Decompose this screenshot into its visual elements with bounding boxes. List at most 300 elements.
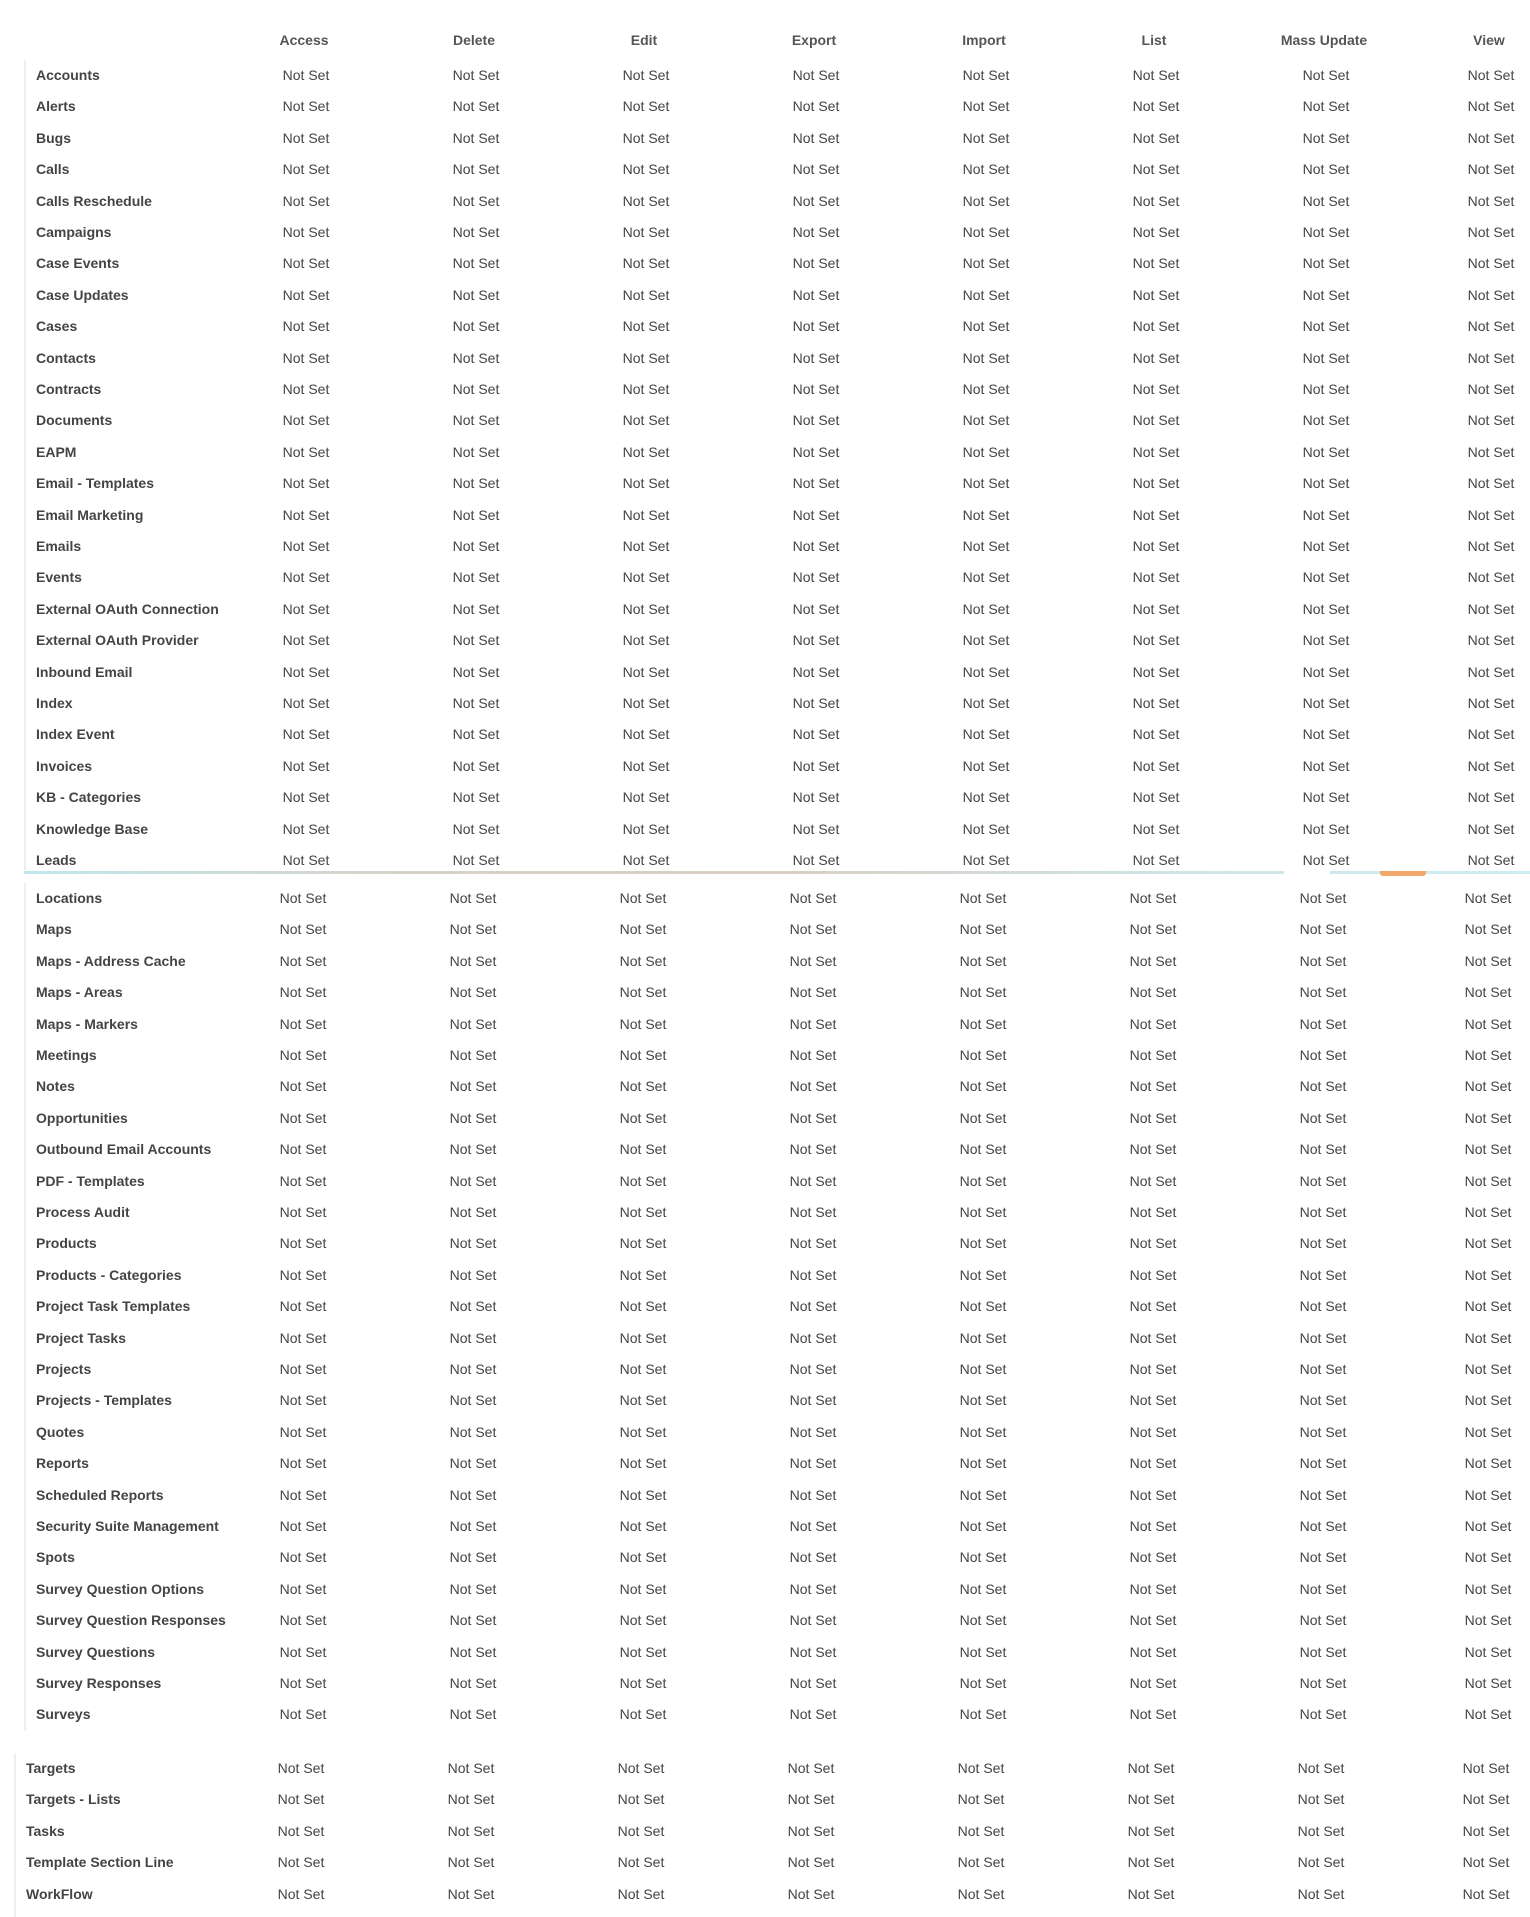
permission-cell-view[interactable]: Not Set bbox=[1464, 1235, 1512, 1252]
permission-cell-access[interactable]: Not Set bbox=[282, 349, 330, 366]
permission-cell-delete[interactable]: Not Set bbox=[452, 161, 500, 178]
permission-cell-mass-update[interactable]: Not Set bbox=[1302, 475, 1350, 492]
permission-cell-export[interactable]: Not Set bbox=[792, 224, 840, 240]
permission-cell-delete[interactable]: Not Set bbox=[449, 1329, 497, 1346]
permission-cell-list[interactable]: Not Set bbox=[1132, 286, 1180, 303]
permission-cell-export[interactable]: Not Set bbox=[792, 129, 840, 146]
permission-cell-mass-update[interactable]: Not Set bbox=[1299, 1423, 1347, 1440]
permission-cell-edit[interactable]: Not Set bbox=[619, 1329, 667, 1346]
permission-cell-mass-update[interactable]: Not Set bbox=[1299, 1204, 1347, 1220]
permission-cell-export[interactable]: Not Set bbox=[789, 1675, 837, 1691]
permission-cell-mass-update[interactable]: Not Set bbox=[1299, 1298, 1347, 1315]
permission-cell-mass-update[interactable]: Not Set bbox=[1302, 538, 1350, 554]
permission-cell-delete[interactable]: Not Set bbox=[452, 789, 500, 806]
permission-cell-export[interactable]: Not Set bbox=[789, 984, 837, 1001]
permission-cell-export[interactable]: Not Set bbox=[787, 1791, 835, 1808]
permission-cell-edit[interactable]: Not Set bbox=[619, 1109, 667, 1126]
permission-cell-delete[interactable]: Not Set bbox=[452, 318, 500, 335]
permission-cell-import[interactable]: Not Set bbox=[962, 381, 1010, 397]
permission-cell-edit[interactable]: Not Set bbox=[619, 1455, 667, 1472]
permission-cell-list[interactable]: Not Set bbox=[1129, 1266, 1177, 1283]
permission-cell-access[interactable]: Not Set bbox=[282, 224, 330, 240]
permission-cell-delete[interactable]: Not Set bbox=[452, 695, 500, 711]
permission-cell-export[interactable]: Not Set bbox=[792, 412, 840, 429]
permission-cell-import[interactable]: Not Set bbox=[959, 1455, 1007, 1472]
permission-cell-access[interactable]: Not Set bbox=[279, 1675, 327, 1691]
permission-cell-edit[interactable]: Not Set bbox=[619, 1015, 667, 1032]
permission-cell-import[interactable]: Not Set bbox=[959, 890, 1007, 906]
permission-cell-list[interactable]: Not Set bbox=[1129, 1141, 1177, 1158]
permission-cell-view[interactable]: Not Set bbox=[1464, 1675, 1512, 1691]
permission-cell-import[interactable]: Not Set bbox=[957, 1854, 1005, 1871]
permission-cell-import[interactable]: Not Set bbox=[957, 1822, 1005, 1839]
permission-cell-export[interactable]: Not Set bbox=[789, 1266, 837, 1283]
permission-cell-delete[interactable]: Not Set bbox=[449, 1015, 497, 1032]
permission-cell-export[interactable]: Not Set bbox=[789, 1298, 837, 1315]
permission-cell-import[interactable]: Not Set bbox=[962, 192, 1010, 209]
permission-cell-export[interactable]: Not Set bbox=[789, 1580, 837, 1597]
permission-cell-import[interactable]: Not Set bbox=[962, 161, 1010, 178]
permission-cell-list[interactable]: Not Set bbox=[1129, 890, 1177, 906]
permission-cell-edit[interactable]: Not Set bbox=[619, 1706, 667, 1723]
permission-cell-list[interactable]: Not Set bbox=[1132, 98, 1180, 115]
permission-cell-list[interactable]: Not Set bbox=[1132, 192, 1180, 209]
permission-cell-delete[interactable]: Not Set bbox=[449, 1266, 497, 1283]
permission-cell-access[interactable]: Not Set bbox=[279, 1047, 327, 1063]
permission-cell-mass-update[interactable]: Not Set bbox=[1297, 1854, 1345, 1871]
permission-cell-access[interactable]: Not Set bbox=[277, 1760, 325, 1776]
permission-cell-mass-update[interactable]: Not Set bbox=[1302, 192, 1350, 209]
permission-cell-import[interactable]: Not Set bbox=[959, 1392, 1007, 1409]
permission-cell-access[interactable]: Not Set bbox=[282, 161, 330, 178]
permission-cell-delete[interactable]: Not Set bbox=[449, 1078, 497, 1095]
permission-cell-view[interactable]: Not Set bbox=[1467, 600, 1515, 617]
permission-cell-export[interactable]: Not Set bbox=[789, 1643, 837, 1660]
permission-cell-mass-update[interactable]: Not Set bbox=[1299, 1361, 1347, 1377]
permission-cell-list[interactable]: Not Set bbox=[1132, 255, 1180, 272]
permission-cell-import[interactable]: Not Set bbox=[962, 506, 1010, 523]
permission-cell-mass-update[interactable]: Not Set bbox=[1299, 1392, 1347, 1409]
permission-cell-mass-update[interactable]: Not Set bbox=[1299, 1675, 1347, 1691]
permission-cell-delete[interactable]: Not Set bbox=[449, 1486, 497, 1503]
permission-cell-access[interactable]: Not Set bbox=[282, 443, 330, 460]
permission-cell-view[interactable]: Not Set bbox=[1467, 443, 1515, 460]
permission-cell-export[interactable]: Not Set bbox=[792, 757, 840, 774]
permission-cell-view[interactable]: Not Set bbox=[1467, 67, 1515, 83]
permission-cell-list[interactable]: Not Set bbox=[1132, 538, 1180, 554]
permission-cell-import[interactable]: Not Set bbox=[959, 1266, 1007, 1283]
permission-cell-view[interactable]: Not Set bbox=[1464, 1361, 1512, 1377]
permission-cell-export[interactable]: Not Set bbox=[789, 1047, 837, 1063]
permission-cell-mass-update[interactable]: Not Set bbox=[1297, 1885, 1345, 1902]
permission-cell-view[interactable]: Not Set bbox=[1464, 1392, 1512, 1409]
permission-cell-export[interactable]: Not Set bbox=[792, 820, 840, 837]
permission-cell-access[interactable]: Not Set bbox=[277, 1822, 325, 1839]
permission-cell-import[interactable]: Not Set bbox=[959, 1486, 1007, 1503]
permission-cell-export[interactable]: Not Set bbox=[787, 1822, 835, 1839]
permission-cell-export[interactable]: Not Set bbox=[789, 1361, 837, 1377]
permission-cell-edit[interactable]: Not Set bbox=[619, 1047, 667, 1063]
permission-cell-mass-update[interactable]: Not Set bbox=[1299, 1706, 1347, 1723]
permission-cell-export[interactable]: Not Set bbox=[792, 852, 840, 868]
permission-cell-access[interactable]: Not Set bbox=[279, 1015, 327, 1032]
permission-cell-edit[interactable]: Not Set bbox=[622, 820, 670, 837]
permission-cell-mass-update[interactable]: Not Set bbox=[1302, 852, 1350, 868]
permission-cell-import[interactable]: Not Set bbox=[962, 663, 1010, 680]
permission-cell-mass-update[interactable]: Not Set bbox=[1302, 255, 1350, 272]
permission-cell-export[interactable]: Not Set bbox=[789, 1109, 837, 1126]
permission-cell-delete[interactable]: Not Set bbox=[449, 1643, 497, 1660]
permission-cell-mass-update[interactable]: Not Set bbox=[1299, 921, 1347, 938]
permission-cell-view[interactable]: Not Set bbox=[1467, 538, 1515, 554]
permission-cell-mass-update[interactable]: Not Set bbox=[1302, 632, 1350, 649]
permission-cell-edit[interactable]: Not Set bbox=[622, 349, 670, 366]
permission-cell-view[interactable]: Not Set bbox=[1467, 98, 1515, 115]
permission-cell-view[interactable]: Not Set bbox=[1464, 1706, 1512, 1723]
permission-cell-list[interactable]: Not Set bbox=[1132, 789, 1180, 806]
permission-cell-view[interactable]: Not Set bbox=[1467, 129, 1515, 146]
permission-cell-delete[interactable]: Not Set bbox=[447, 1791, 495, 1808]
permission-cell-delete[interactable]: Not Set bbox=[449, 890, 497, 906]
permission-cell-import[interactable]: Not Set bbox=[959, 1580, 1007, 1597]
permission-cell-access[interactable]: Not Set bbox=[279, 1329, 327, 1346]
permission-cell-mass-update[interactable]: Not Set bbox=[1299, 1612, 1347, 1629]
permission-cell-import[interactable]: Not Set bbox=[957, 1760, 1005, 1776]
permission-cell-export[interactable]: Not Set bbox=[792, 381, 840, 397]
permission-cell-view[interactable]: Not Set bbox=[1467, 663, 1515, 680]
permission-cell-mass-update[interactable]: Not Set bbox=[1299, 1486, 1347, 1503]
permission-cell-view[interactable]: Not Set bbox=[1464, 921, 1512, 938]
permission-cell-list[interactable]: Not Set bbox=[1129, 1486, 1177, 1503]
permission-cell-mass-update[interactable]: Not Set bbox=[1302, 161, 1350, 178]
permission-cell-view[interactable]: Not Set bbox=[1467, 726, 1515, 743]
permission-cell-import[interactable]: Not Set bbox=[959, 1361, 1007, 1377]
permission-cell-edit[interactable]: Not Set bbox=[617, 1791, 665, 1808]
permission-cell-edit[interactable]: Not Set bbox=[622, 757, 670, 774]
permission-cell-mass-update[interactable]: Not Set bbox=[1299, 1078, 1347, 1095]
permission-cell-export[interactable]: Not Set bbox=[789, 1015, 837, 1032]
permission-cell-edit[interactable]: Not Set bbox=[622, 318, 670, 335]
permission-cell-list[interactable]: Not Set bbox=[1129, 921, 1177, 938]
permission-cell-delete[interactable]: Not Set bbox=[452, 192, 500, 209]
permission-cell-mass-update[interactable]: Not Set bbox=[1302, 726, 1350, 743]
permission-cell-access[interactable]: Not Set bbox=[279, 1486, 327, 1503]
permission-cell-import[interactable]: Not Set bbox=[959, 1518, 1007, 1534]
permission-cell-edit[interactable]: Not Set bbox=[622, 286, 670, 303]
permission-cell-import[interactable]: Not Set bbox=[962, 255, 1010, 272]
permission-cell-access[interactable]: Not Set bbox=[277, 1854, 325, 1871]
permission-cell-import[interactable]: Not Set bbox=[959, 1015, 1007, 1032]
permission-cell-edit[interactable]: Not Set bbox=[622, 129, 670, 146]
permission-cell-delete[interactable]: Not Set bbox=[452, 412, 500, 429]
permission-cell-access[interactable]: Not Set bbox=[279, 1109, 327, 1126]
permission-cell-delete[interactable]: Not Set bbox=[452, 600, 500, 617]
permission-cell-access[interactable]: Not Set bbox=[279, 1298, 327, 1315]
permission-cell-import[interactable]: Not Set bbox=[962, 67, 1010, 83]
permission-cell-list[interactable]: Not Set bbox=[1129, 1455, 1177, 1472]
permission-cell-view[interactable]: Not Set bbox=[1464, 1172, 1512, 1189]
permission-cell-delete[interactable]: Not Set bbox=[449, 1518, 497, 1534]
permission-cell-list[interactable]: Not Set bbox=[1132, 129, 1180, 146]
permission-cell-delete[interactable]: Not Set bbox=[449, 1235, 497, 1252]
permission-cell-list[interactable]: Not Set bbox=[1132, 663, 1180, 680]
permission-cell-view[interactable]: Not Set bbox=[1464, 1298, 1512, 1315]
permission-cell-import[interactable]: Not Set bbox=[962, 224, 1010, 240]
permission-cell-view[interactable]: Not Set bbox=[1462, 1822, 1510, 1839]
permission-cell-delete[interactable]: Not Set bbox=[449, 1392, 497, 1409]
permission-cell-edit[interactable]: Not Set bbox=[619, 1078, 667, 1095]
permission-cell-import[interactable]: Not Set bbox=[962, 695, 1010, 711]
permission-cell-access[interactable]: Not Set bbox=[279, 984, 327, 1001]
permission-cell-list[interactable]: Not Set bbox=[1129, 1518, 1177, 1534]
permission-cell-list[interactable]: Not Set bbox=[1129, 1298, 1177, 1315]
permission-cell-mass-update[interactable]: Not Set bbox=[1299, 1329, 1347, 1346]
permission-cell-edit[interactable]: Not Set bbox=[619, 1518, 667, 1534]
permission-cell-import[interactable]: Not Set bbox=[962, 475, 1010, 492]
permission-cell-delete[interactable]: Not Set bbox=[449, 1675, 497, 1691]
permission-cell-import[interactable]: Not Set bbox=[959, 1109, 1007, 1126]
permission-cell-import[interactable]: Not Set bbox=[962, 412, 1010, 429]
permission-cell-delete[interactable]: Not Set bbox=[452, 381, 500, 397]
permission-cell-edit[interactable]: Not Set bbox=[619, 1423, 667, 1440]
permission-cell-export[interactable]: Not Set bbox=[792, 569, 840, 586]
permission-cell-edit[interactable]: Not Set bbox=[619, 1141, 667, 1158]
permission-cell-list[interactable]: Not Set bbox=[1132, 161, 1180, 178]
permission-cell-edit[interactable]: Not Set bbox=[619, 1580, 667, 1597]
permission-cell-delete[interactable]: Not Set bbox=[452, 506, 500, 523]
permission-cell-list[interactable]: Not Set bbox=[1132, 349, 1180, 366]
permission-cell-view[interactable]: Not Set bbox=[1467, 349, 1515, 366]
permission-cell-delete[interactable]: Not Set bbox=[449, 1109, 497, 1126]
permission-cell-view[interactable]: Not Set bbox=[1462, 1885, 1510, 1902]
permission-cell-edit[interactable]: Not Set bbox=[619, 984, 667, 1001]
permission-cell-view[interactable]: Not Set bbox=[1467, 286, 1515, 303]
permission-cell-access[interactable]: Not Set bbox=[279, 1204, 327, 1220]
permission-cell-delete[interactable]: Not Set bbox=[449, 1172, 497, 1189]
permission-cell-delete[interactable]: Not Set bbox=[452, 286, 500, 303]
permission-cell-list[interactable]: Not Set bbox=[1129, 1047, 1177, 1063]
permission-cell-edit[interactable]: Not Set bbox=[622, 98, 670, 115]
permission-cell-import[interactable]: Not Set bbox=[962, 632, 1010, 649]
permission-cell-export[interactable]: Not Set bbox=[792, 538, 840, 554]
permission-cell-delete[interactable]: Not Set bbox=[449, 1706, 497, 1723]
permission-cell-view[interactable]: Not Set bbox=[1467, 789, 1515, 806]
permission-cell-delete[interactable]: Not Set bbox=[449, 1361, 497, 1377]
permission-cell-view[interactable]: Not Set bbox=[1467, 161, 1515, 178]
permission-cell-mass-update[interactable]: Not Set bbox=[1299, 984, 1347, 1001]
permission-cell-access[interactable]: Not Set bbox=[282, 129, 330, 146]
permission-cell-edit[interactable]: Not Set bbox=[622, 192, 670, 209]
permission-cell-delete[interactable]: Not Set bbox=[452, 349, 500, 366]
permission-cell-access[interactable]: Not Set bbox=[279, 1361, 327, 1377]
permission-cell-list[interactable]: Not Set bbox=[1132, 569, 1180, 586]
permission-cell-list[interactable]: Not Set bbox=[1129, 1549, 1177, 1566]
permission-cell-list[interactable]: Not Set bbox=[1132, 381, 1180, 397]
permission-cell-list[interactable]: Not Set bbox=[1132, 600, 1180, 617]
permission-cell-access[interactable]: Not Set bbox=[279, 1423, 327, 1440]
permission-cell-mass-update[interactable]: Not Set bbox=[1302, 98, 1350, 115]
permission-cell-export[interactable]: Not Set bbox=[792, 161, 840, 178]
permission-cell-edit[interactable]: Not Set bbox=[622, 443, 670, 460]
permission-cell-view[interactable]: Not Set bbox=[1464, 1109, 1512, 1126]
permission-cell-export[interactable]: Not Set bbox=[789, 1172, 837, 1189]
permission-cell-edit[interactable]: Not Set bbox=[622, 67, 670, 83]
permission-cell-view[interactable]: Not Set bbox=[1464, 1612, 1512, 1629]
permission-cell-access[interactable]: Not Set bbox=[279, 1549, 327, 1566]
permission-cell-access[interactable]: Not Set bbox=[282, 475, 330, 492]
permission-cell-edit[interactable]: Not Set bbox=[619, 1266, 667, 1283]
permission-cell-edit[interactable]: Not Set bbox=[622, 475, 670, 492]
permission-cell-access[interactable]: Not Set bbox=[282, 192, 330, 209]
permission-cell-delete[interactable]: Not Set bbox=[452, 726, 500, 743]
permission-cell-import[interactable]: Not Set bbox=[959, 1298, 1007, 1315]
permission-cell-view[interactable]: Not Set bbox=[1467, 506, 1515, 523]
permission-cell-import[interactable]: Not Set bbox=[959, 984, 1007, 1001]
permission-cell-import[interactable]: Not Set bbox=[957, 1885, 1005, 1902]
permission-cell-edit[interactable]: Not Set bbox=[617, 1854, 665, 1871]
permission-cell-delete[interactable]: Not Set bbox=[452, 538, 500, 554]
permission-cell-export[interactable]: Not Set bbox=[792, 67, 840, 83]
permission-cell-mass-update[interactable]: Not Set bbox=[1302, 569, 1350, 586]
permission-cell-list[interactable]: Not Set bbox=[1129, 1329, 1177, 1346]
permission-cell-import[interactable]: Not Set bbox=[959, 1172, 1007, 1189]
permission-cell-view[interactable]: Not Set bbox=[1467, 475, 1515, 492]
permission-cell-list[interactable]: Not Set bbox=[1132, 412, 1180, 429]
permission-cell-list[interactable]: Not Set bbox=[1127, 1885, 1175, 1902]
permission-cell-mass-update[interactable]: Not Set bbox=[1302, 412, 1350, 429]
permission-cell-export[interactable]: Not Set bbox=[792, 286, 840, 303]
permission-cell-access[interactable]: Not Set bbox=[282, 538, 330, 554]
permission-cell-view[interactable]: Not Set bbox=[1464, 1015, 1512, 1032]
permission-cell-edit[interactable]: Not Set bbox=[619, 1204, 667, 1220]
permission-cell-list[interactable]: Not Set bbox=[1132, 506, 1180, 523]
permission-cell-mass-update[interactable]: Not Set bbox=[1299, 1109, 1347, 1126]
permission-cell-edit[interactable]: Not Set bbox=[617, 1760, 665, 1776]
permission-cell-edit[interactable]: Not Set bbox=[619, 921, 667, 938]
permission-cell-edit[interactable]: Not Set bbox=[622, 852, 670, 868]
permission-cell-delete[interactable]: Not Set bbox=[449, 1612, 497, 1629]
permission-cell-export[interactable]: Not Set bbox=[792, 192, 840, 209]
permission-cell-export[interactable]: Not Set bbox=[789, 1518, 837, 1534]
permission-cell-mass-update[interactable]: Not Set bbox=[1299, 1643, 1347, 1660]
permission-cell-access[interactable]: Not Set bbox=[282, 726, 330, 743]
permission-cell-access[interactable]: Not Set bbox=[279, 890, 327, 906]
permission-cell-view[interactable]: Not Set bbox=[1464, 1329, 1512, 1346]
permission-cell-import[interactable]: Not Set bbox=[959, 921, 1007, 938]
permission-cell-edit[interactable]: Not Set bbox=[622, 632, 670, 649]
permission-cell-export[interactable]: Not Set bbox=[789, 1706, 837, 1723]
permission-cell-edit[interactable]: Not Set bbox=[622, 726, 670, 743]
permission-cell-view[interactable]: Not Set bbox=[1467, 255, 1515, 272]
permission-cell-import[interactable]: Not Set bbox=[959, 1235, 1007, 1252]
permission-cell-mass-update[interactable]: Not Set bbox=[1299, 1235, 1347, 1252]
permission-cell-list[interactable]: Not Set bbox=[1132, 852, 1180, 868]
permission-cell-list[interactable]: Not Set bbox=[1132, 475, 1180, 492]
permission-cell-view[interactable]: Not Set bbox=[1467, 381, 1515, 397]
permission-cell-mass-update[interactable]: Not Set bbox=[1299, 1549, 1347, 1566]
permission-cell-delete[interactable]: Not Set bbox=[449, 1047, 497, 1063]
permission-cell-edit[interactable]: Not Set bbox=[622, 569, 670, 586]
permission-cell-mass-update[interactable]: Not Set bbox=[1302, 820, 1350, 837]
permission-cell-edit[interactable]: Not Set bbox=[622, 600, 670, 617]
permission-cell-export[interactable]: Not Set bbox=[789, 1549, 837, 1566]
permission-cell-import[interactable]: Not Set bbox=[959, 1047, 1007, 1063]
permission-cell-view[interactable]: Not Set bbox=[1467, 820, 1515, 837]
permission-cell-mass-update[interactable]: Not Set bbox=[1299, 1266, 1347, 1283]
permission-cell-delete[interactable]: Not Set bbox=[449, 921, 497, 938]
permission-cell-delete[interactable]: Not Set bbox=[449, 1141, 497, 1158]
permission-cell-export[interactable]: Not Set bbox=[792, 318, 840, 335]
permission-cell-edit[interactable]: Not Set bbox=[622, 663, 670, 680]
permission-cell-list[interactable]: Not Set bbox=[1132, 757, 1180, 774]
permission-cell-delete[interactable]: Not Set bbox=[452, 443, 500, 460]
permission-cell-list[interactable]: Not Set bbox=[1129, 1015, 1177, 1032]
permission-cell-import[interactable]: Not Set bbox=[959, 1423, 1007, 1440]
permission-cell-edit[interactable]: Not Set bbox=[619, 1643, 667, 1660]
permission-cell-list[interactable]: Not Set bbox=[1127, 1854, 1175, 1871]
permission-cell-export[interactable]: Not Set bbox=[792, 789, 840, 806]
permission-cell-import[interactable]: Not Set bbox=[959, 952, 1007, 969]
permission-cell-mass-update[interactable]: Not Set bbox=[1302, 224, 1350, 240]
permission-cell-mass-update[interactable]: Not Set bbox=[1302, 67, 1350, 83]
permission-cell-export[interactable]: Not Set bbox=[787, 1885, 835, 1902]
permission-cell-import[interactable]: Not Set bbox=[959, 1675, 1007, 1691]
permission-cell-access[interactable]: Not Set bbox=[282, 255, 330, 272]
permission-cell-access[interactable]: Not Set bbox=[279, 1612, 327, 1629]
permission-cell-delete[interactable]: Not Set bbox=[449, 952, 497, 969]
permission-cell-import[interactable]: Not Set bbox=[962, 98, 1010, 115]
permission-cell-mass-update[interactable]: Not Set bbox=[1302, 506, 1350, 523]
permission-cell-delete[interactable]: Not Set bbox=[452, 852, 500, 868]
permission-cell-access[interactable]: Not Set bbox=[282, 286, 330, 303]
permission-cell-list[interactable]: Not Set bbox=[1129, 1078, 1177, 1095]
permission-cell-access[interactable]: Not Set bbox=[282, 820, 330, 837]
permission-cell-export[interactable]: Not Set bbox=[789, 890, 837, 906]
permission-cell-edit[interactable]: Not Set bbox=[622, 381, 670, 397]
permission-cell-import[interactable]: Not Set bbox=[962, 726, 1010, 743]
permission-cell-access[interactable]: Not Set bbox=[282, 600, 330, 617]
permission-cell-edit[interactable]: Not Set bbox=[622, 695, 670, 711]
permission-cell-access[interactable]: Not Set bbox=[279, 1078, 327, 1095]
permission-cell-view[interactable]: Not Set bbox=[1464, 1518, 1512, 1534]
permission-cell-list[interactable]: Not Set bbox=[1132, 67, 1180, 83]
permission-cell-edit[interactable]: Not Set bbox=[622, 224, 670, 240]
permission-cell-delete[interactable]: Not Set bbox=[452, 129, 500, 146]
permission-cell-export[interactable]: Not Set bbox=[789, 1141, 837, 1158]
permission-cell-import[interactable]: Not Set bbox=[957, 1791, 1005, 1808]
permission-cell-list[interactable]: Not Set bbox=[1129, 1423, 1177, 1440]
permission-cell-list[interactable]: Not Set bbox=[1129, 1643, 1177, 1660]
permission-cell-view[interactable]: Not Set bbox=[1462, 1854, 1510, 1871]
permission-cell-access[interactable]: Not Set bbox=[279, 1235, 327, 1252]
permission-cell-list[interactable]: Not Set bbox=[1129, 1706, 1177, 1723]
permission-cell-edit[interactable]: Not Set bbox=[622, 789, 670, 806]
permission-cell-access[interactable]: Not Set bbox=[282, 852, 330, 868]
permission-cell-edit[interactable]: Not Set bbox=[619, 1675, 667, 1691]
permission-cell-list[interactable]: Not Set bbox=[1129, 952, 1177, 969]
permission-cell-import[interactable]: Not Set bbox=[962, 538, 1010, 554]
permission-cell-mass-update[interactable]: Not Set bbox=[1299, 1518, 1347, 1534]
permission-cell-access[interactable]: Not Set bbox=[282, 318, 330, 335]
permission-cell-list[interactable]: Not Set bbox=[1129, 984, 1177, 1001]
permission-cell-delete[interactable]: Not Set bbox=[449, 1580, 497, 1597]
permission-cell-export[interactable]: Not Set bbox=[792, 255, 840, 272]
permission-cell-delete[interactable]: Not Set bbox=[452, 663, 500, 680]
permission-cell-export[interactable]: Not Set bbox=[792, 695, 840, 711]
permission-cell-export[interactable]: Not Set bbox=[789, 1078, 837, 1095]
permission-cell-import[interactable]: Not Set bbox=[962, 820, 1010, 837]
permission-cell-access[interactable]: Not Set bbox=[282, 663, 330, 680]
